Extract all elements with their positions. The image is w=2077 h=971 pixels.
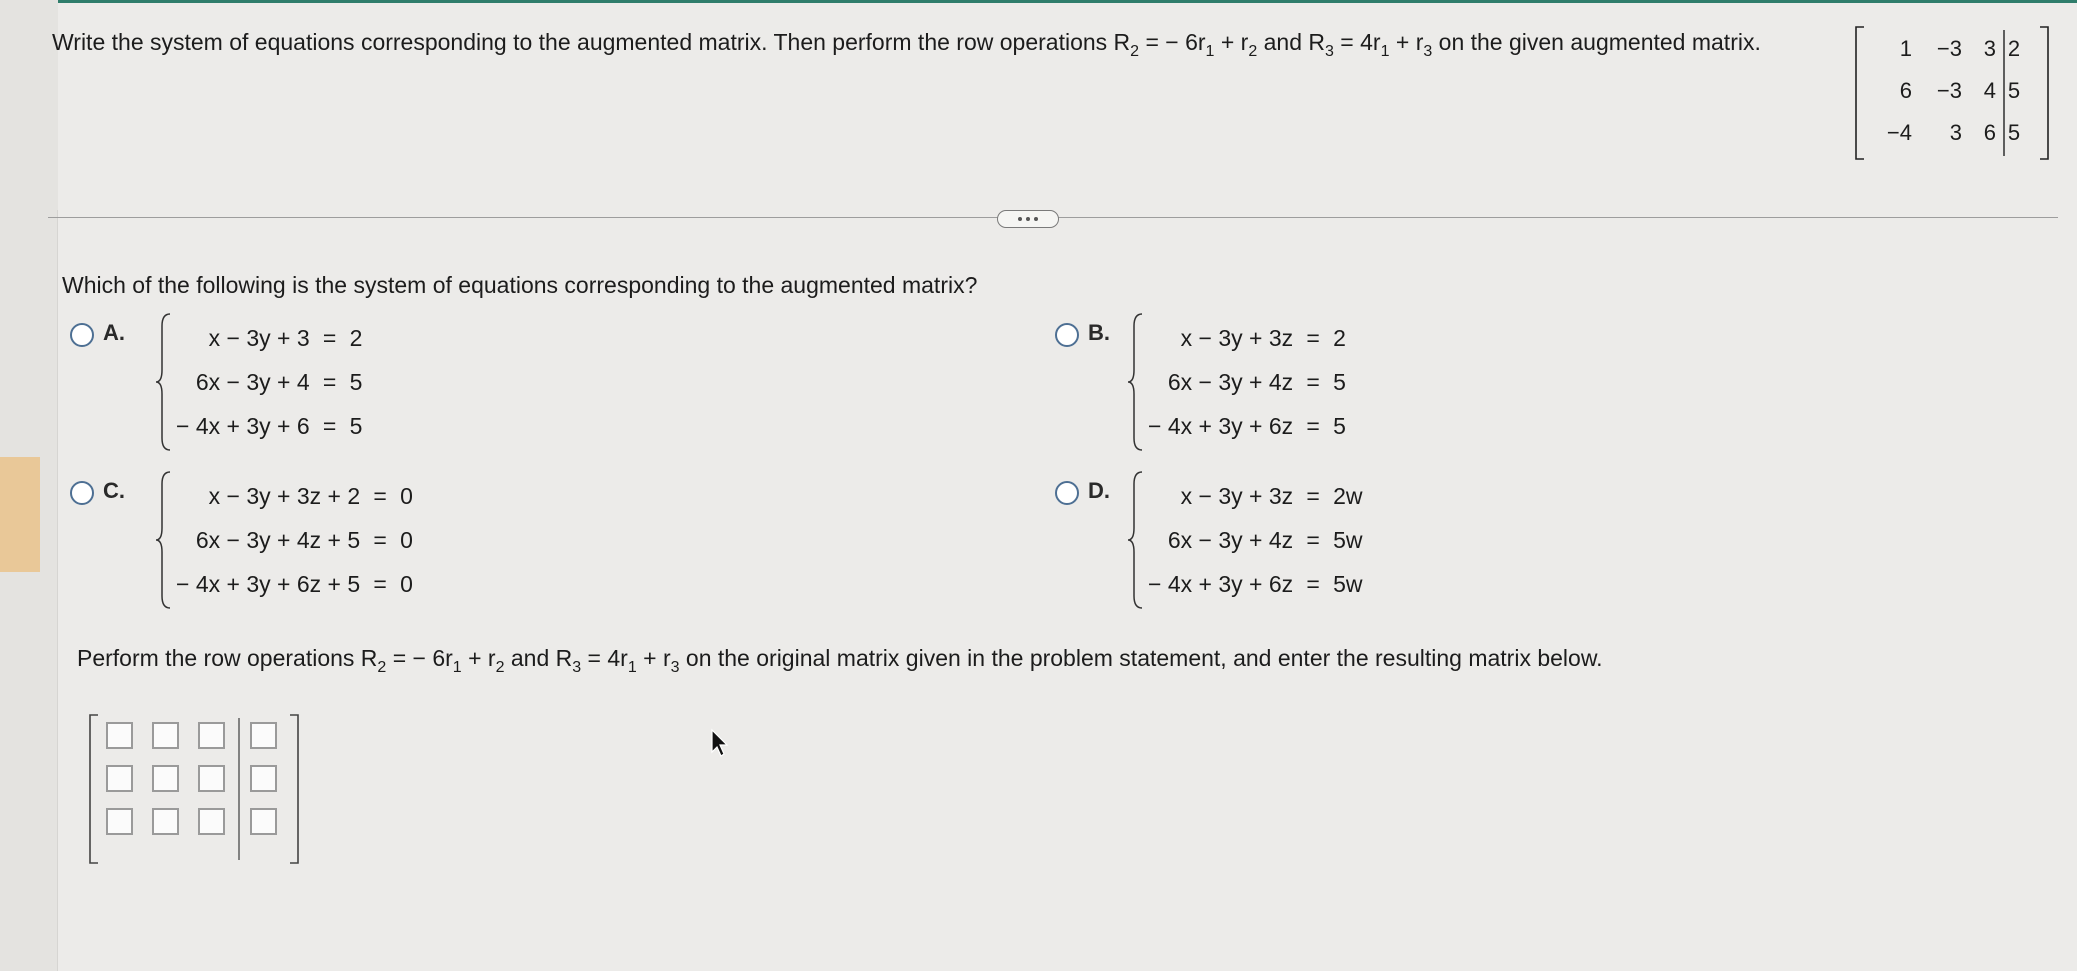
dot-icon: [1034, 217, 1038, 221]
answer-input-cell[interactable]: [250, 722, 277, 749]
statement-subscript: 2: [1130, 43, 1140, 60]
equals-sign: =: [1306, 483, 1320, 509]
equation-rhs: 2: [1333, 325, 1346, 351]
radio-button[interactable]: [70, 323, 94, 347]
equals-sign: =: [373, 527, 387, 553]
equals-sign: =: [322, 325, 337, 351]
option-letter: D.: [1088, 478, 1110, 503]
answer-input-cell[interactable]: [106, 765, 133, 792]
equation-lhs: − 4x + 3y + 6z: [1148, 571, 1294, 597]
equation-rhs: 0: [400, 483, 413, 509]
equation-lhs: − 4x + 3y + 6: [176, 413, 310, 439]
equals-sign: =: [373, 571, 387, 597]
top-frame-bar: [0, 0, 2077, 3]
equation-rhs: 2w: [1333, 483, 1363, 509]
left-brace: [154, 312, 174, 452]
statement-text: + r: [1214, 29, 1249, 55]
problem-statement: [52, 22, 1812, 62]
question-text: Which of the following is the system of equations corresponding to the augmented matrix?: [62, 272, 978, 298]
matrix-entry: 3: [1983, 36, 1996, 61]
more-options-button[interactable]: [997, 210, 1059, 228]
equals-sign: =: [373, 483, 387, 509]
answer-input-cell[interactable]: [106, 722, 133, 749]
statement-subscript: 3: [1325, 43, 1334, 60]
instruction-text: and R: [504, 645, 573, 671]
equation-rhs: 2: [349, 325, 363, 351]
statement-text: on the given augmented matrix.: [1432, 29, 1761, 55]
statement-subscript: 2: [1248, 43, 1258, 60]
matrix-entry: 2: [2007, 36, 2021, 61]
instruction-text: = − 6r: [386, 645, 453, 671]
equation-lhs: x − 3y + 3z: [1180, 483, 1294, 509]
matrix-entry: −4: [1886, 120, 1912, 145]
answer-input-cell[interactable]: [198, 722, 225, 749]
equation-rhs: 5: [349, 369, 363, 395]
equation-lhs: x − 3y + 3z: [1180, 325, 1294, 351]
matrix-entry: 6: [1899, 78, 1912, 103]
answer-input-cell[interactable]: [152, 722, 179, 749]
option-letter: C.: [103, 478, 125, 503]
answer-input-cell[interactable]: [106, 808, 133, 835]
equals-sign: =: [1306, 571, 1320, 597]
side-tab[interactable]: [0, 457, 40, 572]
matrix-entry: −3: [1936, 78, 1962, 103]
radio-button[interactable]: [70, 481, 94, 505]
answer-input-cell[interactable]: [198, 808, 225, 835]
equation-rhs: 5: [349, 413, 363, 439]
answer-input-cell[interactable]: [250, 808, 277, 835]
matrix-entry: 4: [1983, 78, 1996, 103]
equation-rhs: 0: [400, 571, 413, 597]
answer-input-cell[interactable]: [152, 808, 179, 835]
answer-matrix: [86, 712, 302, 866]
equals-sign: =: [322, 369, 337, 395]
matrix-entry: 3: [1949, 120, 1962, 145]
instruction-text: on the original matrix given in the problem statement, and enter the resulting matrix below.: [679, 645, 1603, 671]
equals-sign: =: [322, 413, 337, 439]
instruction-subscript: 2: [377, 659, 387, 676]
given-matrix: [1852, 24, 2052, 162]
equation-system: [1148, 316, 1346, 448]
equation-rhs: 5w: [1333, 527, 1363, 553]
row-operations-instruction: [77, 645, 1603, 676]
instruction-text: + r: [461, 645, 496, 671]
instruction-text: = 4r: [581, 645, 628, 671]
equation-lhs: − 4x + 3y + 6z: [1148, 413, 1294, 439]
option-letter: A.: [103, 320, 125, 345]
left-margin-divider: [57, 210, 58, 971]
equation-lhs: 6x − 3y + 4z + 5: [195, 527, 361, 553]
equals-sign: =: [1306, 369, 1320, 395]
left-brace: [1126, 312, 1146, 452]
equation-lhs: 6x − 3y + 4: [195, 369, 310, 395]
equals-sign: =: [1306, 325, 1320, 351]
statement-subscript: 1: [1205, 43, 1215, 60]
dot-icon: [1018, 217, 1022, 221]
answer-input-cell[interactable]: [152, 765, 179, 792]
option-letter: B.: [1088, 320, 1110, 345]
instruction-subscript: 3: [670, 659, 680, 676]
statement-text: = 4r: [1333, 29, 1381, 55]
instruction-text: + r: [636, 645, 671, 671]
answer-input-cell[interactable]: [250, 765, 277, 792]
dot-icon: [1026, 217, 1030, 221]
matrix-entry: −3: [1936, 36, 1962, 61]
statement-subscript: 1: [1380, 43, 1390, 60]
left-brace: [154, 470, 174, 610]
equation-system: [1148, 474, 1363, 606]
left-brace: [1126, 470, 1146, 610]
equation-system: [176, 316, 362, 448]
radio-button[interactable]: [1055, 323, 1079, 347]
matrix-entry: 5: [2007, 78, 2021, 103]
answer-input-cell[interactable]: [198, 765, 225, 792]
statement-text: Write the system of equations corresponding to the augmented matrix. Then perform the row operations R: [52, 29, 1131, 55]
instruction-subscript: 1: [452, 659, 462, 676]
matrix-entry: 6: [1983, 120, 1996, 145]
equals-sign: =: [1306, 527, 1320, 553]
equation-rhs: 0: [400, 527, 413, 553]
equation-lhs: − 4x + 3y + 6z + 5: [176, 571, 361, 597]
instruction-text: Perform the row operations R: [77, 645, 378, 671]
instruction-subscript: 3: [572, 659, 582, 676]
equation-system: [176, 474, 413, 606]
statement-text: = − 6r: [1139, 29, 1206, 55]
equation-lhs: x − 3y + 3z + 2: [208, 483, 361, 509]
equation-lhs: x − 3y + 3: [208, 325, 310, 351]
instruction-subscript: 1: [627, 659, 637, 676]
equation-lhs: 6x − 3y + 4z: [1167, 527, 1294, 553]
instruction-subscript: 2: [495, 659, 505, 676]
radio-button[interactable]: [1055, 481, 1079, 505]
equation-rhs: 5w: [1333, 571, 1363, 597]
statement-subscript: 3: [1423, 43, 1433, 60]
mouse-cursor-icon: [710, 728, 730, 758]
matrix-entry: 1: [1899, 36, 1912, 61]
statement-text: + r: [1389, 29, 1424, 55]
equation-rhs: 5: [1333, 413, 1346, 439]
matrix-entry: 5: [2007, 120, 2021, 145]
equals-sign: =: [1306, 413, 1320, 439]
equation-rhs: 5: [1333, 369, 1346, 395]
equation-lhs: 6x − 3y + 4z: [1167, 369, 1294, 395]
statement-text: and R: [1257, 29, 1325, 55]
